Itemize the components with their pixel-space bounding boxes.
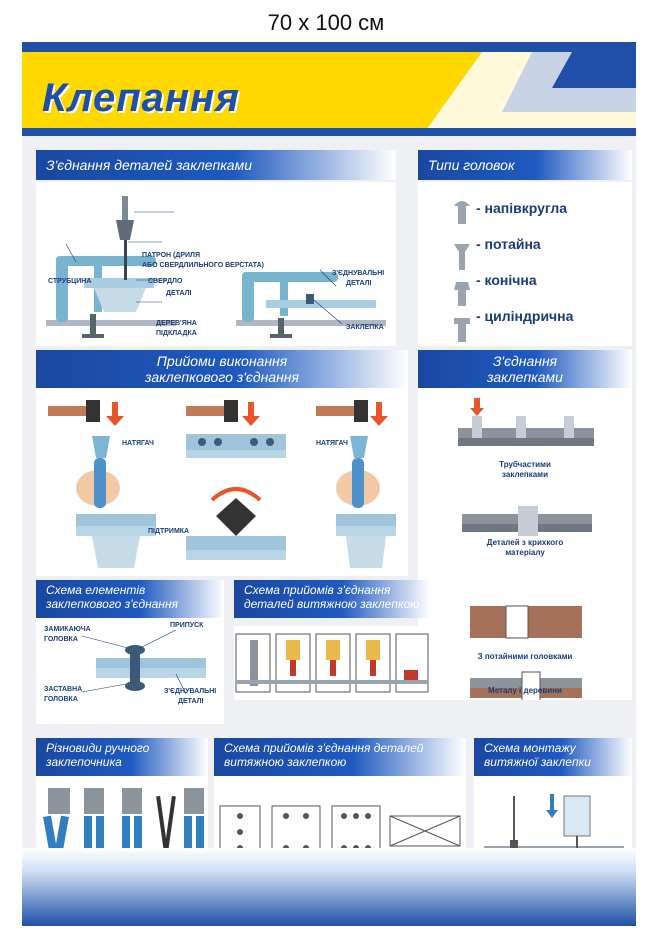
elements-panel [36, 618, 224, 724]
label-chuck-2: АБО СВЕРДЛИЛЬНОГО ВЕРСТАТА) [142, 262, 264, 269]
mounting-title-2: витяжної заклепки [484, 755, 591, 769]
riveters-title-2: заклепочника [46, 755, 122, 769]
riveters-title-1: Різновиди ручного [46, 741, 150, 755]
poster-size-label: 70 x 100 см [267, 10, 385, 35]
label-allowance: ПРИПУСК [170, 622, 204, 629]
poster [22, 42, 636, 926]
caption-countersunk: З потайними головками [477, 652, 573, 661]
label-closing-1: ЗАМИКАЮЧА [44, 626, 91, 633]
label-puller-2: НАТЯГАЧ [316, 440, 348, 447]
head-types-panel [418, 182, 632, 346]
caption-metal-wood: Металу і деревини [488, 686, 562, 695]
top-stripe [22, 42, 636, 52]
header-decoration [402, 52, 636, 136]
label-joined-parts-2: ДЕТАЛІ [178, 698, 204, 705]
blind-scheme-panel [234, 626, 430, 700]
label-puller-1: НАТЯГАЧ [122, 440, 154, 447]
caption-tubular-2: заклепками [502, 470, 548, 479]
section-title-joining: З'єднання деталей заклепками [36, 150, 396, 180]
blind-scheme-title-1: Схема прийомів з'єднання [244, 583, 391, 597]
rivet-joints-panel [418, 388, 632, 700]
caption-brittle-2: матеріалу [505, 548, 545, 557]
label-wood-2: ПІДКЛАДКА [156, 330, 197, 337]
section-title-riveters [36, 738, 208, 776]
head-type-3: - конічна [476, 272, 537, 288]
section-title-techniques [36, 350, 408, 388]
label-clamp: СТРУБЦИНА [48, 278, 92, 285]
label-chuck: ПАТРОН (ДРИЛЯ [142, 252, 200, 259]
label-joined-2: ДЕТАЛІ [346, 280, 372, 287]
blind-scheme-2-title-1: Схема прийомів з'єднання деталей [224, 741, 424, 755]
label-setting-1: ЗАСТАВНА [44, 686, 83, 693]
section-title-blind-scheme [234, 580, 430, 618]
blind-rivet-steps-illustration [234, 626, 430, 700]
section-title-elements [36, 580, 224, 618]
label-joined-1: З'ЄДНУВАЛЬНІ [332, 270, 385, 277]
bottom-stripe [22, 848, 636, 926]
label-parts: ДЕТАЛІ [166, 290, 192, 297]
rivet-heads-icons [452, 196, 472, 346]
blind-scheme-title-2: деталей витяжною заклепкою [244, 597, 420, 611]
label-drill: СВЕРДЛО [148, 278, 183, 285]
poster-title: Клепання [42, 76, 240, 120]
header-banner [22, 52, 636, 136]
label-closing-2: ГОЛОВКА [44, 636, 78, 643]
elements-title-1: Схема елементів [46, 583, 146, 597]
techniques-panel [36, 388, 408, 576]
header-underline [22, 128, 636, 136]
label-setting-2: ГОЛОВКА [44, 696, 78, 703]
label-wood-1: ДЕРЕВ'ЯНА [156, 320, 197, 327]
head-type-2: - потайна [476, 236, 541, 252]
head-type-1: - напівкругла [476, 200, 568, 216]
blind-scheme-2-title-2: витяжною заклепкою [224, 755, 347, 769]
rivet-joints-title-1: З'єднання [492, 353, 558, 369]
joining-panel [36, 182, 396, 346]
techniques-title-1: Прийоми виконання [156, 353, 288, 369]
label-joined-parts-1: З'ЄДНУВАЛЬНІ [164, 688, 217, 695]
rivet-elements-diagram [36, 618, 224, 724]
rivet-joints-title-2: заклепками [487, 369, 563, 385]
techniques-title-2: заклепкового з'єднання [145, 369, 299, 385]
caption-brittle-1: Деталей з крихкого [486, 538, 564, 547]
label-rivet: ЗАКЛЕПКА [346, 324, 384, 331]
elements-title-2: заклепкового з'єднання [46, 597, 178, 611]
head-type-4: - циліндрична [476, 308, 574, 324]
mounting-title-1: Схема монтажу [484, 741, 576, 755]
section-title-rivet-joints [418, 350, 632, 388]
caption-tubular-1: Трубчастими [499, 460, 551, 469]
label-support: ПІДТРИМКА [148, 528, 190, 535]
section-title-blind-scheme-2 [214, 738, 466, 776]
section-title-mounting [474, 738, 632, 776]
riveting-technique-illustration [36, 388, 408, 576]
section-title-head-types: Типи головок [418, 150, 632, 180]
